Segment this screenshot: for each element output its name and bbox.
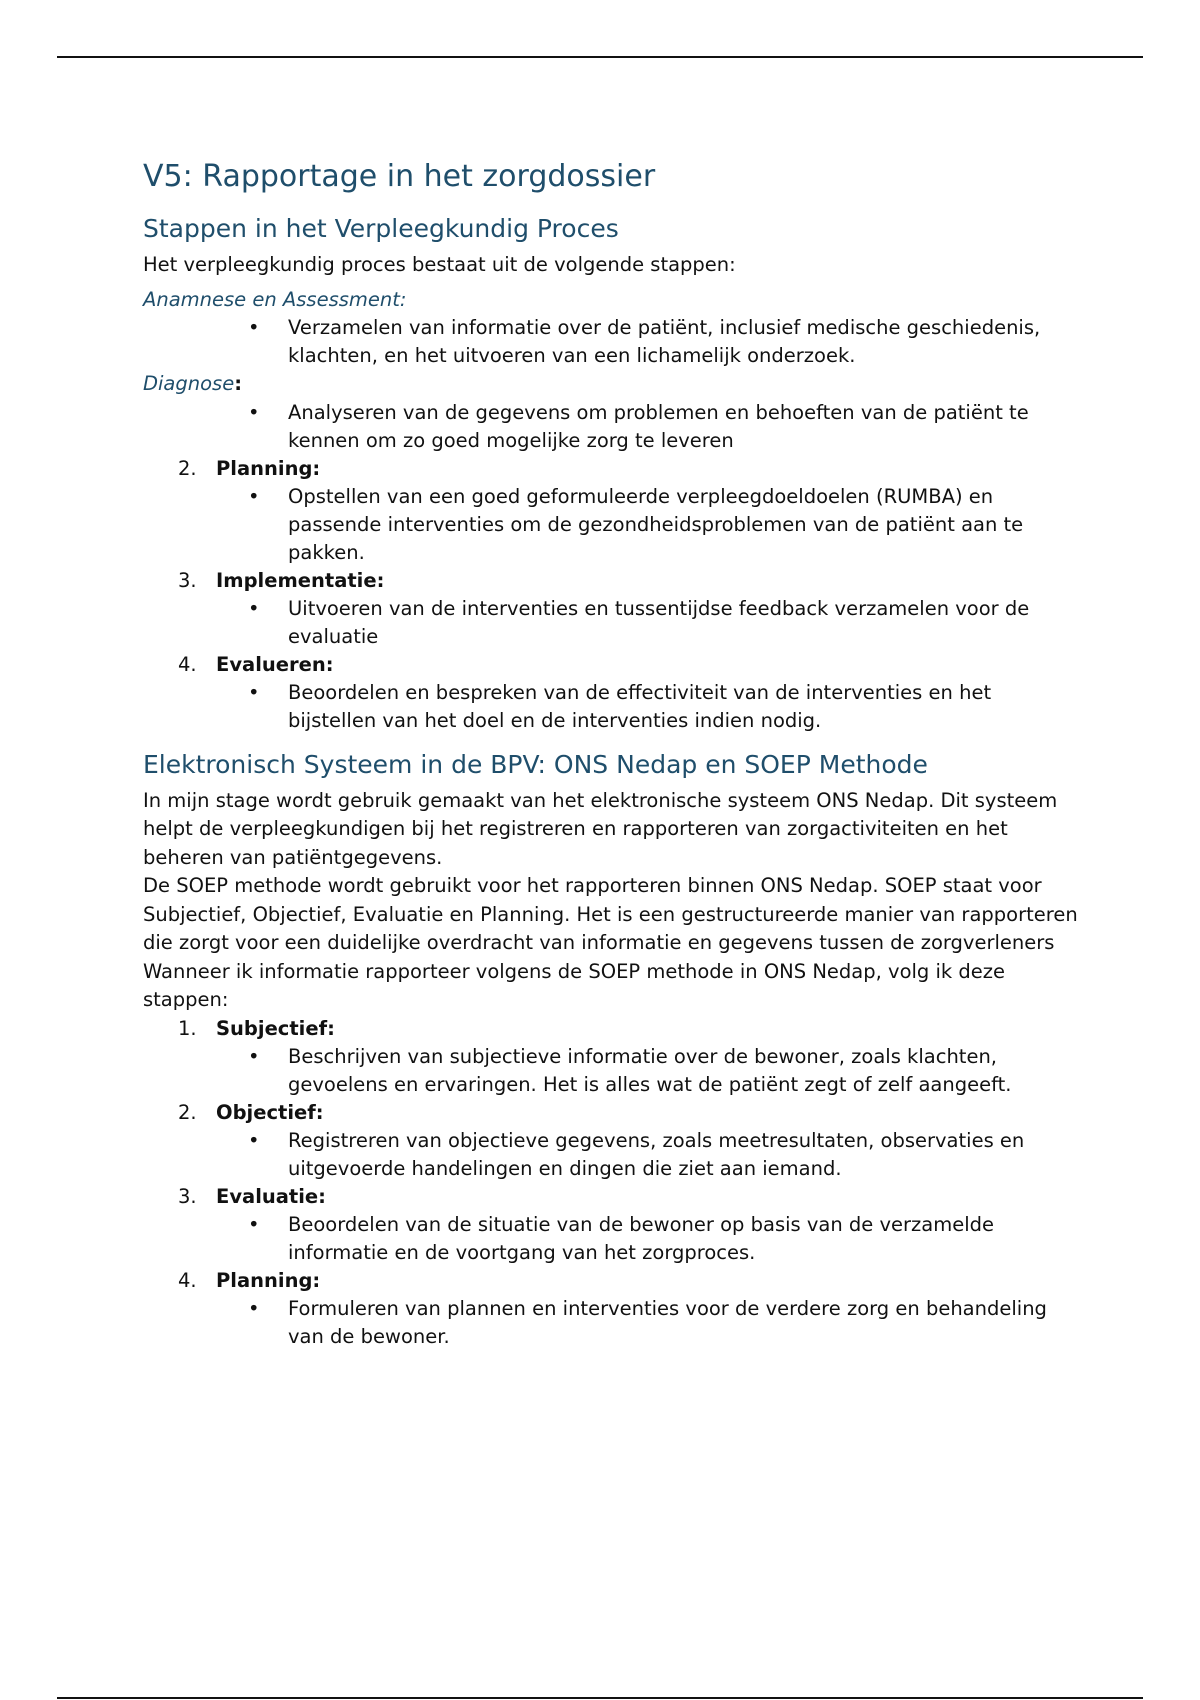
list-item (143, 1043, 1083, 1099)
step-label: Objectief: (216, 1100, 324, 1124)
section-heading-verpleegkundig-proces: Stappen in het Verpleegkundig Proces (143, 214, 619, 243)
bullet-icon: • (248, 596, 260, 620)
step-heading (143, 567, 1083, 595)
list-item (143, 1295, 1083, 1351)
step-label: Evalueren: (216, 652, 334, 676)
section2-paragraph-1: In mijn stage wordt gebruik gemaakt van het elektronische systeem ONS Nedap. Dit systeem helpt de verpleegkundigen bij het registreren en rapporteren van zorgactiviteiten en het beheren van patiëntgegevens. (143, 788, 1058, 869)
bullet-icon: • (248, 1128, 260, 1152)
step-number: 1. (178, 1016, 197, 1040)
step-bullet-text: Uitvoeren van de interventies en tussentijdse feedback verzamelen voor de evaluatie (288, 596, 1030, 648)
step-label: Implementatie: (216, 568, 385, 592)
list-item (143, 679, 1083, 735)
soep-steps-list (143, 1015, 1083, 1351)
section1-intro: Het verpleegkundig proces bestaat uit de volgende stappen: (143, 253, 736, 276)
step-label: Subjectief: (216, 1016, 335, 1040)
step-heading (143, 1015, 1083, 1043)
top-rule (57, 56, 1143, 58)
step-bullet-text: Beschrijven van subjectieve informatie over de bewoner, zoals klachten, gevoelens en ervaringen. Het is alles wat de patiënt zegt of zelf aangeeft. (288, 1044, 1012, 1096)
diagnose-label (143, 370, 1083, 399)
list-item (143, 399, 1083, 455)
process-steps-list (143, 455, 1083, 735)
anamnese-bullet-text: Verzamelen van informatie over de patiënt, inclusief medische geschiedenis, klachten, en het uitvoeren van een lichamelijk onderzoek. (288, 316, 1041, 367)
anamnese-label: Anamnese en Assessment: (143, 287, 407, 311)
page-title: V5: Rapportage in het zorgdossier (143, 159, 656, 194)
section-heading-elektronisch-systeem: Elektronisch Systeem in de BPV: ONS Nedap en SOEP Methode (143, 749, 928, 779)
step-bullet-text: Registreren van objectieve gegevens, zoals meetresultaten, observaties en uitgevoerde handelingen en dingen die ziet aan iemand. (288, 1128, 1025, 1180)
bullet-icon: • (248, 1296, 260, 1320)
bottom-rule (57, 1697, 1143, 1699)
diagnose-bullet-text: Analyseren van de gegevens om problemen en behoeften van de patiënt te kennen om zo goed mogelijke zorg te leveren (288, 400, 1029, 452)
step-bullet-text: Formuleren van plannen en interventies voor de verdere zorg en behandeling van de bewoner. (288, 1296, 1047, 1348)
step-label: Planning: (216, 456, 321, 480)
list-item (143, 314, 1083, 370)
step-bullet-text: Beoordelen van de situatie van de bewoner op basis van de verzamelde informatie en de voortgang van het zorgproces. (288, 1212, 995, 1264)
step-number: 2. (178, 1100, 197, 1124)
step-label: Evaluatie: (216, 1184, 326, 1208)
bullet-icon: • (248, 1044, 260, 1068)
bullet-icon: • (248, 1212, 260, 1236)
step-number: 2. (178, 456, 197, 480)
step-number: 4. (178, 652, 197, 676)
bullet-icon: • (248, 484, 260, 508)
document-page (143, 155, 1083, 1351)
step-number: 3. (178, 1184, 197, 1208)
bullet-icon: • (248, 316, 260, 339)
step-heading (143, 651, 1083, 679)
step-heading (143, 1267, 1083, 1295)
list-item (143, 483, 1083, 567)
list-item (143, 1211, 1083, 1267)
bullet-icon: • (248, 400, 260, 424)
step-number: 3. (178, 568, 197, 592)
step-heading (143, 1099, 1083, 1127)
list-item (143, 595, 1083, 651)
step-number: 4. (178, 1268, 197, 1292)
bullet-icon: • (248, 680, 260, 704)
step-bullet-text: Beoordelen en bespreken van de effectiviteit van de interventies en het bijstellen van het doel en de interventies indien nodig. (288, 680, 992, 732)
step-heading (143, 455, 1083, 483)
diagnose-colon: : (234, 372, 243, 395)
step-bullet-text: Opstellen van een goed geformuleerde verpleegdoeldoelen (RUMBA) en passende interventies om de gezondheidsproblemen van de patiënt aan te pakken. (288, 484, 1024, 564)
step-heading (143, 1183, 1083, 1211)
diagnose-label-text: Diagnose (143, 372, 235, 395)
section2-paragraph-3: Wanneer ik informatie rapporteer volgens de SOEP methode in ONS Nedap, volg ik deze stappen: (143, 959, 1006, 1011)
list-item (143, 1127, 1083, 1183)
section2-paragraph-2: De SOEP methode wordt gebruikt voor het rapporteren binnen ONS Nedap. SOEP staat voor Subjectief, Objectief, Evaluatie en Planning. Het is een gestructureerde manier van rapporteren die zorgt voor een duidelijke overdracht van informatie en gegevens tussen de zorgverleners (143, 874, 1078, 954)
step-label: Planning: (216, 1268, 321, 1292)
